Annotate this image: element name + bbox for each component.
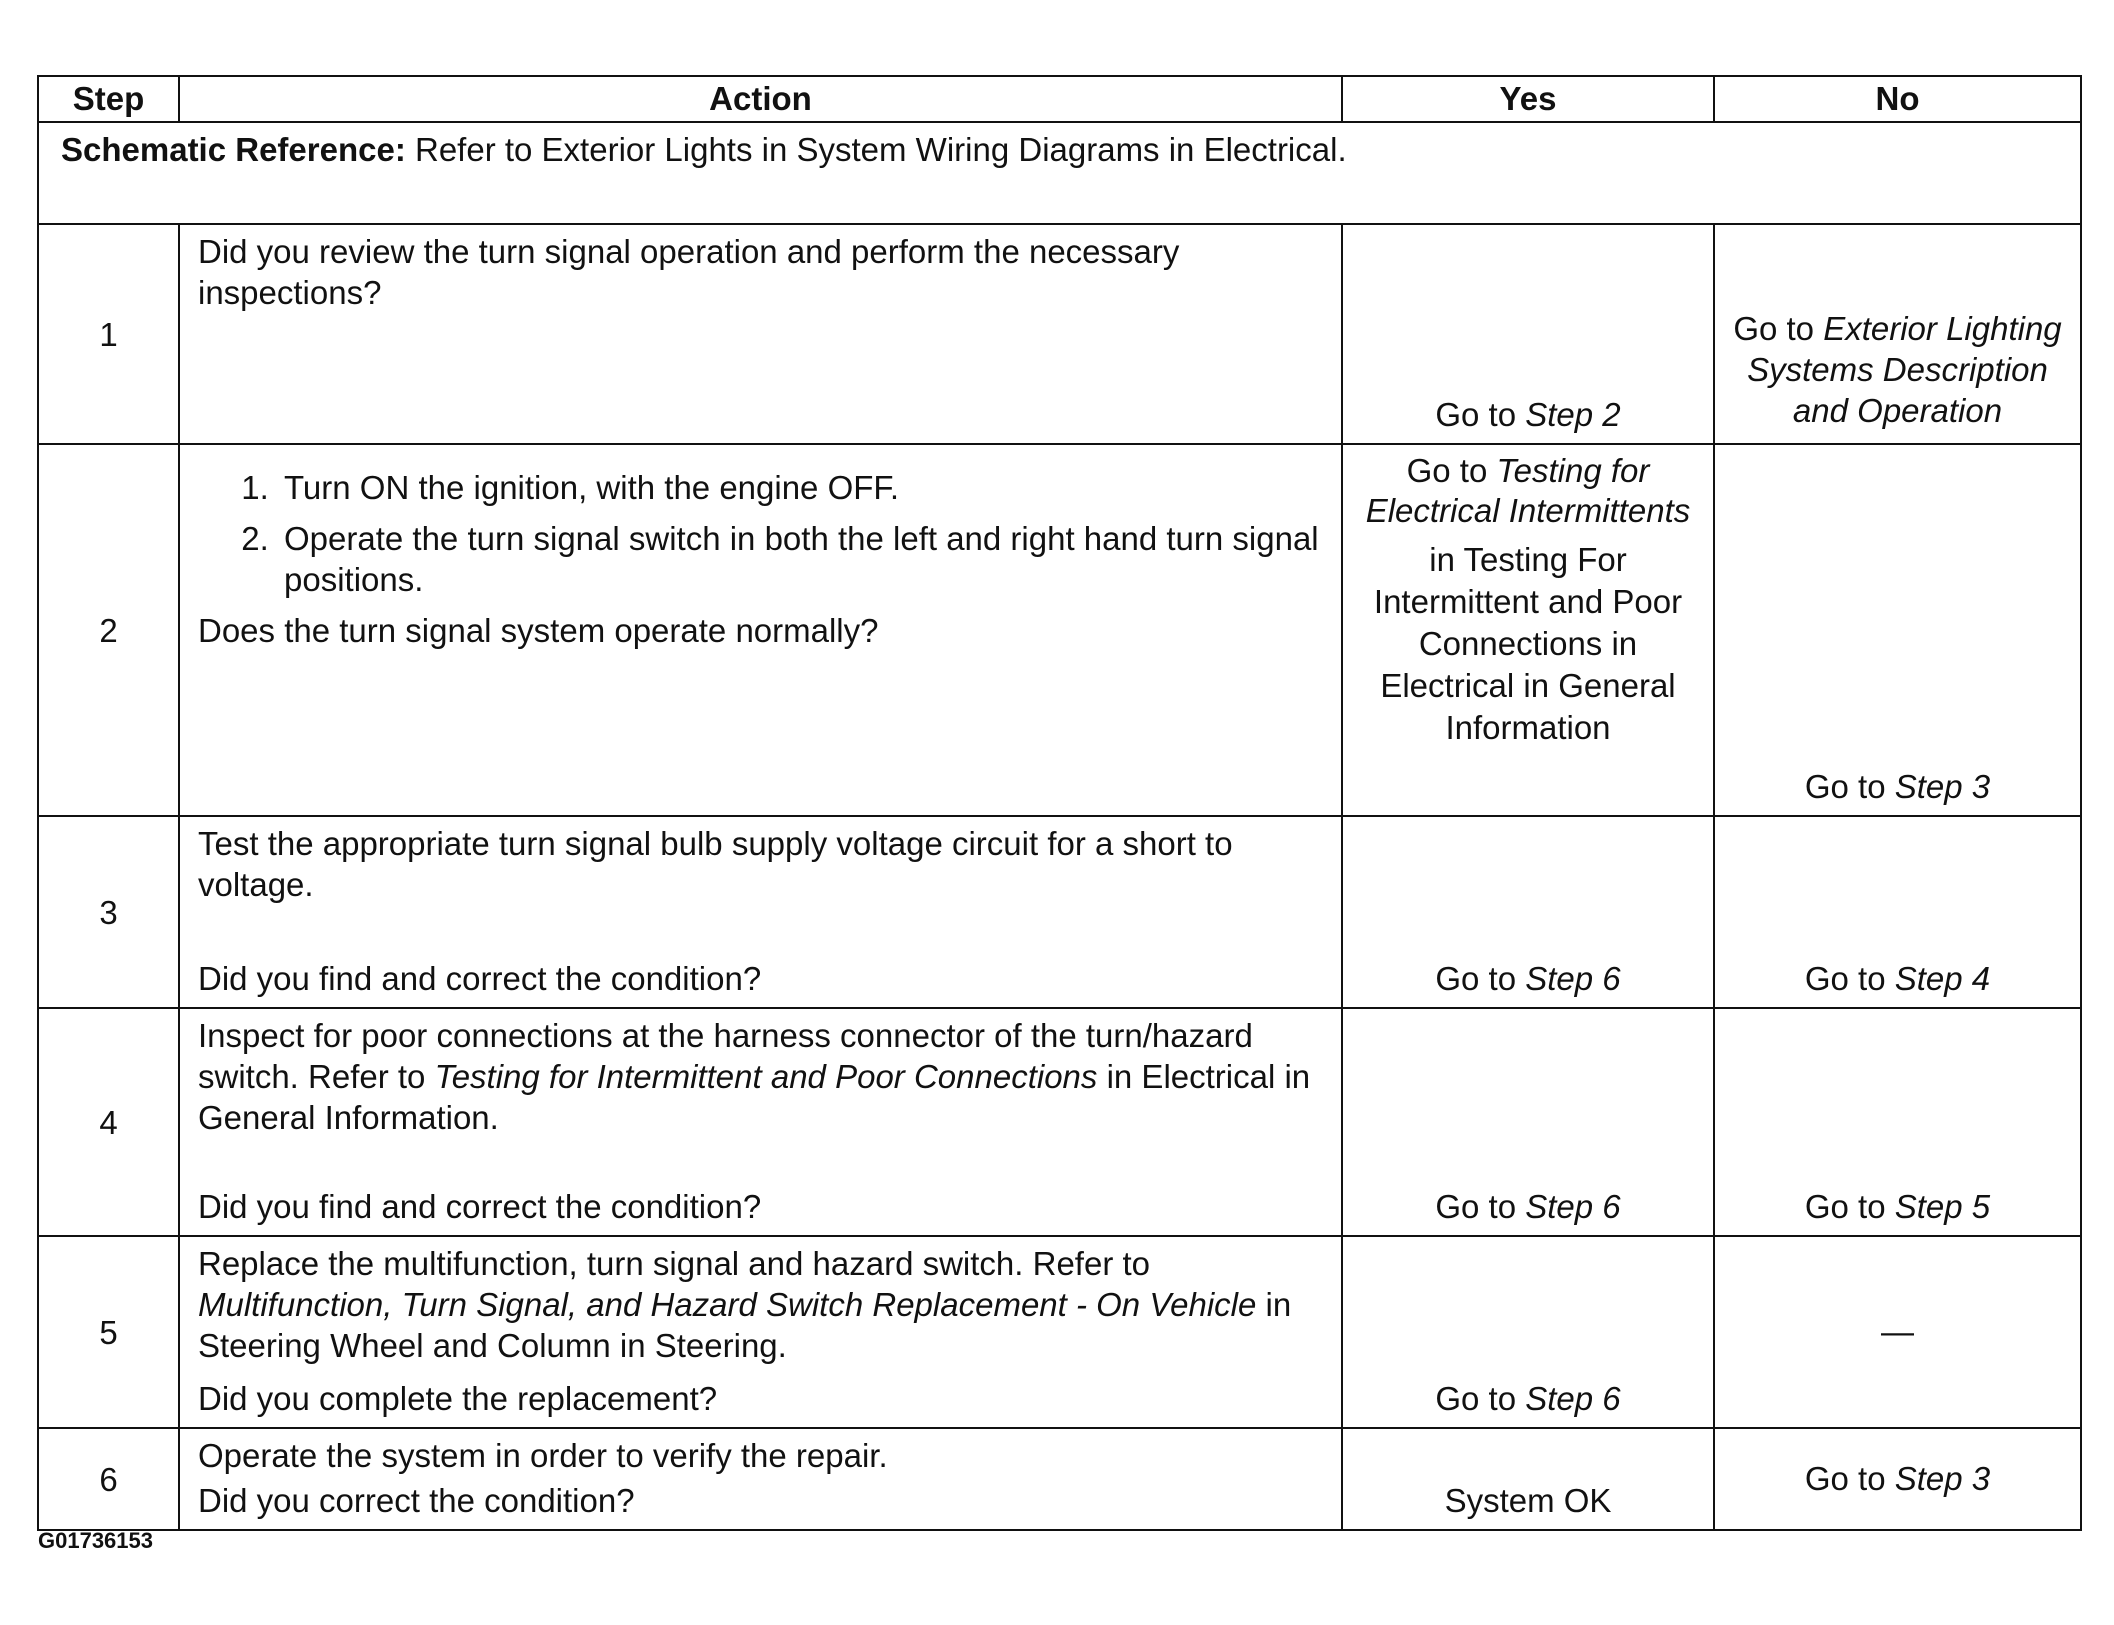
no-dash: —: [1881, 1312, 1914, 1350]
figure-id: G01736153: [38, 1528, 153, 1553]
action-cell: [179, 1428, 1342, 1530]
action-question: Did you complete the replacement?: [198, 1380, 718, 1417]
diagnostic-table: [37, 75, 2082, 1531]
action-cell: [179, 1008, 1342, 1236]
yes-prefix: Go to: [1435, 960, 1526, 997]
no-link[interactable]: Step 5: [1894, 1188, 1991, 1225]
no-cell: [1714, 816, 2081, 1008]
action-cell: [179, 444, 1342, 816]
table-row: [38, 816, 2081, 1008]
step-number: 6: [38, 1428, 179, 1530]
yes-result: System OK: [1444, 1482, 1612, 1519]
step-number: 5: [38, 1236, 179, 1428]
action-text: Test the appropriate turn signal bulb supply voltage circuit for a short to voltage.: [198, 825, 1233, 903]
table-row: [38, 1008, 2081, 1236]
action-text: [198, 1015, 1323, 1138]
no-link[interactable]: Step 4: [1894, 960, 1991, 997]
header-no: No: [1714, 76, 2081, 122]
yes-prefix: Go to: [1406, 452, 1497, 489]
action-reference[interactable]: Multifunction, Turn Signal, and Hazard Switch Replacement - On Vehicle: [198, 1286, 1257, 1323]
yes-cell: [1342, 1008, 1714, 1236]
header-step: Step: [38, 76, 179, 122]
action-cell: [179, 816, 1342, 1008]
list-item: 2. Operate the turn signal switch in both the left and right hand turn signal positions.: [278, 518, 1323, 600]
no-link[interactable]: Step 3: [1894, 1459, 1991, 1497]
action-cell: [179, 1236, 1342, 1428]
action-question: Did you correct the condition?: [198, 1482, 635, 1519]
schematic-reference-label: Schematic Reference:: [61, 131, 406, 168]
yes-cell: [1342, 1236, 1714, 1428]
action-question: Did you find and correct the condition?: [198, 1188, 762, 1225]
yes-cell: [1342, 1428, 1714, 1530]
action-reference[interactable]: Testing for Intermittent and Poor Connections: [434, 1058, 1098, 1095]
list-item: 1. Turn ON the ignition, with the engine OFF.: [278, 467, 1323, 508]
header-yes: Yes: [1342, 76, 1714, 122]
yes-link[interactable]: Step 6: [1525, 960, 1621, 997]
no-cell: [1714, 1236, 2081, 1428]
no-prefix: Go to: [1804, 1459, 1895, 1497]
action-cell: Did you review the turn signal operation and perform the necessary inspections?: [179, 224, 1342, 444]
action-question: Did you find and correct the condition?: [198, 960, 762, 997]
header-action: Action: [179, 76, 1342, 122]
no-prefix: Go to: [1804, 1188, 1895, 1225]
yes-cell: [1342, 444, 1714, 816]
no-link[interactable]: Exterior Lighting Systems Description and Operation: [1747, 310, 2062, 429]
yes-link[interactable]: Testing for Electrical Intermittents: [1365, 452, 1691, 529]
action-text-pre: Inspect for poor connections at the harness connector of the turn/hazard switch. Refer to: [198, 1017, 1253, 1095]
step-number: 4: [38, 1008, 179, 1236]
no-prefix: Go to: [1804, 960, 1895, 997]
step-number: 3: [38, 816, 179, 1008]
header-row: [38, 76, 2081, 122]
yes-cell: [1342, 816, 1714, 1008]
yes-link[interactable]: Step 2: [1525, 396, 1621, 433]
action-text: Operate the system in order to verify the repair.: [198, 1437, 888, 1474]
action-text-post: in Electrical in General Information.: [198, 1058, 1311, 1136]
yes-prefix: Go to: [1435, 396, 1526, 433]
action-text-post: in Steering Wheel and Column in Steering.: [198, 1286, 1292, 1364]
yes-reference-text: in Testing For Intermittent and Poor Connections in Electrical in General Information: [1373, 541, 1683, 746]
no-prefix: Go to: [1804, 768, 1895, 805]
no-cell: [1714, 444, 2081, 816]
table-row: [38, 224, 2081, 444]
action-text-pre: Replace the multifunction, turn signal and hazard switch. Refer to: [198, 1245, 1151, 1282]
yes-prefix: Go to: [1435, 1380, 1526, 1417]
no-cell: [1714, 1428, 2081, 1530]
schematic-reference: [38, 122, 2081, 224]
action-question: Does the turn signal system operate normally?: [198, 612, 879, 649]
schematic-reference-text: Refer to Exterior Lights in System Wiring Diagrams in Electrical.: [405, 131, 1347, 168]
yes-prefix: Go to: [1435, 1188, 1526, 1225]
step-number: 2: [38, 444, 179, 816]
schematic-reference-row: [38, 122, 2081, 224]
no-prefix: Go to: [1733, 310, 1824, 347]
yes-link[interactable]: Step 6: [1525, 1188, 1621, 1225]
table-row: [38, 1236, 2081, 1428]
table-row: [38, 1428, 2081, 1530]
no-cell: [1714, 1008, 2081, 1236]
no-link[interactable]: Step 3: [1894, 768, 1991, 805]
action-text: [198, 1243, 1323, 1366]
no-cell: [1714, 224, 2081, 444]
yes-cell: [1342, 224, 1714, 444]
action-step-list: [198, 467, 1323, 600]
yes-link[interactable]: Step 6: [1525, 1380, 1621, 1417]
step-number: 1: [38, 224, 179, 444]
table-row: [38, 444, 2081, 816]
